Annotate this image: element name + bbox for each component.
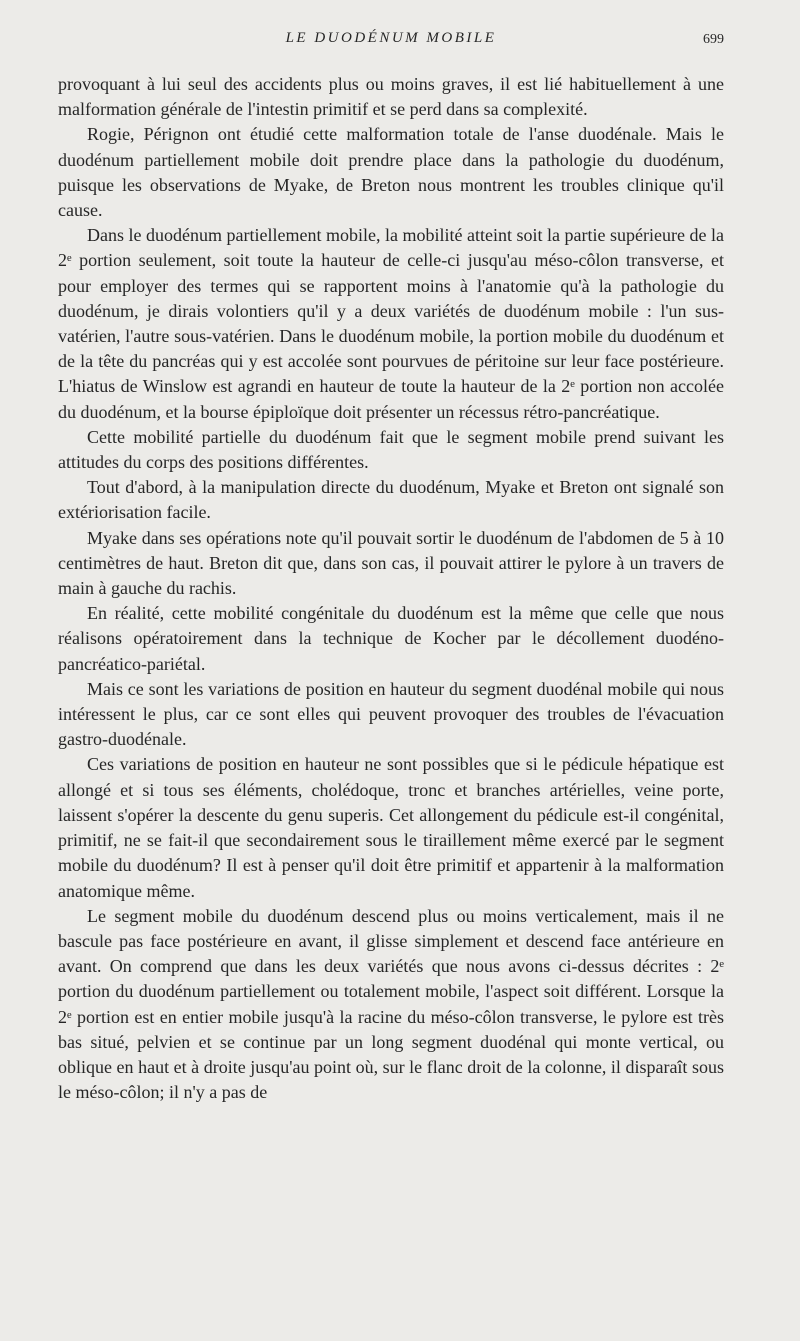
paragraph: Le segment mobile du duodénum descend plus ou moins verticalement, mais il ne bascule pas face postérieure en avant, il glisse simplement et descend face antérieure en avant. On comprend que dans les deux variétés que nous avons ci-dessus décrites : 2ᵉ portion du duodénum partiellement ou totalement mobile, l'aspect soit différent. Lorsque la 2ᵉ portion est en entier mobile jusqu'à la racine du méso-côlon transverse, le pylore est très bas situé, pelvien et se continue par un long segment duodénal qui monte vertical, ou oblique en haut et à droite jusqu'au point où, sur le flanc droit de la colonne, il disparaît sous le méso-côlon; il n'y a pas de <box>58 905 724 1103</box>
page-header <box>58 30 724 54</box>
paragraph: Ces variations de position en hauteur ne sont possibles que si le pédicule hépatique est allongé et si tous ses éléments, cholédoque, tronc et branches artérielles, veine porte, laissent s'opérer la descente du genu superis. Cet allongement du pédicule est-il congénital, primitif, ne se fait-il que secondairement sous le tiraillement même exercé par le segment mobile du duodénum? Il est à penser qu'il doit être primitif et appartenir à la malformation anatomique même. <box>58 754 724 901</box>
paragraph: Rogie, Pérignon ont étudié cette malformation totale de l'anse duodénale. Mais le duodénum partiellement mobile doit prendre place dans la pathologie du duodénum, puisque les observations de Myake, de Breton nous montrent les troubles clinique qu'il cause. <box>58 124 724 221</box>
paragraph: provoquant à lui seul des accidents plus ou moins graves, il est lié habituellement à une malformation générale de l'intestin primitif et se perd dans sa complexité. <box>58 74 724 120</box>
paragraph: Tout d'abord, à la manipulation directe du duodénum, Myake et Breton ont signalé son extériorisation facile. <box>58 477 724 523</box>
paragraph: En réalité, cette mobilité congénitale du duodénum est la même que celle que nous réalisons opératoirement dans la technique de Kocher par le décollement duodéno-pancréatico-pariétal. <box>58 603 724 674</box>
paragraph: Mais ce sont les variations de position en hauteur du segment duodénal mobile qui nous intéressent le plus, car ce sont elles qui peuvent provoquer des troubles de l'évacuation gastro-duodénale. <box>58 678 724 750</box>
paragraph: Myake dans ses opérations note qu'il pouvait sortir le duodénum de l'abdomen de 5 à 10 centimètres de haut. Breton dit que, dans son cas, il pouvait attirer le pylore à un travers de main à gauche du rachis. <box>58 527 724 599</box>
paragraph: Dans le duodénum partiellement mobile, la mobilité atteint soit la partie supérieure de la 2ᵉ portion seulement, soit toute la hauteur de celle-ci jusqu'au méso-côlon transverse, et pour employer des termes qui se rapportent moins à l'anatomie qu'à la pathologie du duodénum, je dirais volontiers qu'il y a deux variétés de duodénum mobile : l'un sus-vatérien, l'autre sous-vatérien. Dans le duodénum mobile, la portion mobile du duodénum et de la tête du pancréas qui y est accolée sont pourvues de péritoine sur leur face postérieure. L'hiatus de Winslow est agrandi en hauteur de toute la hauteur de la 2ᵉ portion non accolée du duodénum, et la bourse épiploïque doit présenter un récessus rétro-pancréatique. <box>58 225 724 422</box>
paragraph: Cette mobilité partielle du duodénum fait que le segment mobile prend suivant les attitudes du corps des positions différentes. <box>58 426 724 473</box>
running-title: LE DUODÉNUM MOBILE <box>285 30 497 46</box>
page-number: 699 <box>703 32 724 47</box>
body-text <box>58 72 724 1105</box>
